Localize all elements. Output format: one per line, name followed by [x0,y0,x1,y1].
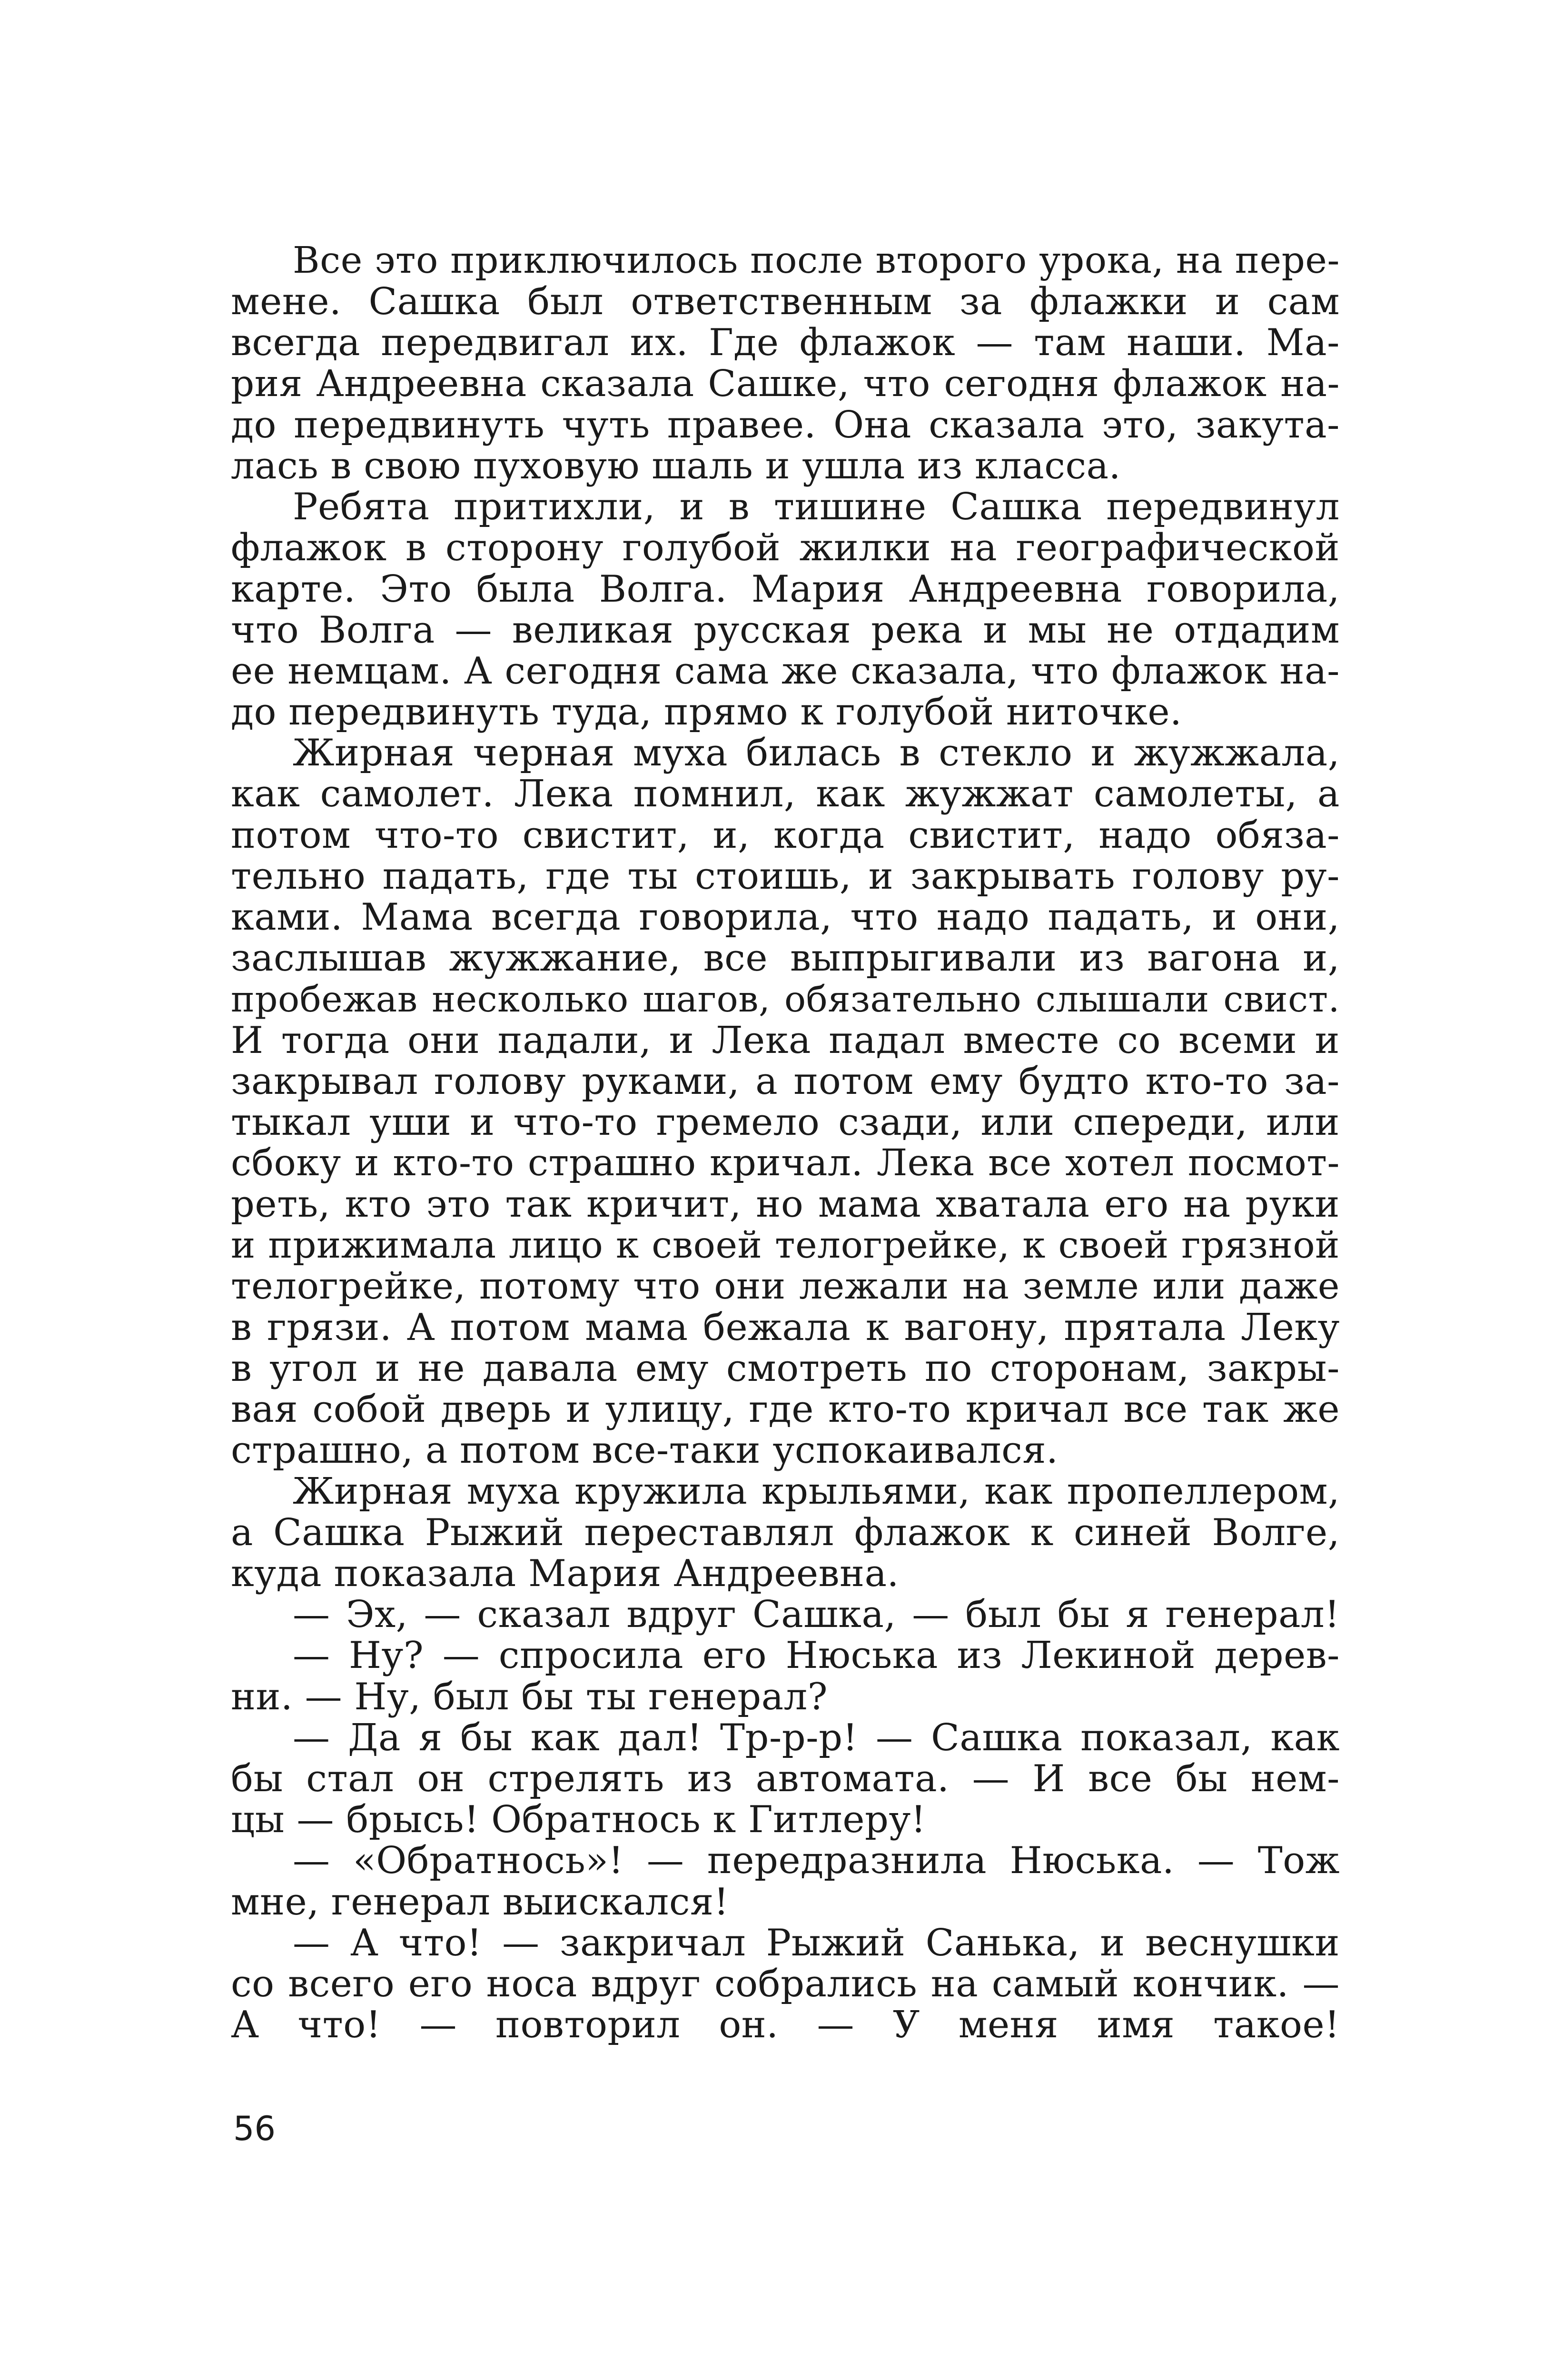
text-line: реть, кто это так кричит, но мама хватала его на руки [231,1183,1340,1226]
text-line: бы стал он стрелять из автомата. — И все бы нем- [231,1757,1340,1800]
text-line: страшно, а потом все-таки успокаивался. [231,1429,1058,1472]
text-line: флажок в сторону голубой жилки на географической [231,526,1340,570]
text-line: цы — брысь! Обратнось к Гитлеру! [231,1798,926,1842]
text-line: как самолет. Лека помнил, как жужжат самолеты, а [231,773,1340,816]
body-text [231,240,1340,2045]
text-line: тельно падать, где ты стоишь, и закрывать голову ру- [231,854,1340,898]
text-line: лась в свою пуховую шаль и ушла из класса. [231,444,1121,487]
text-line: карте. Это была Волга. Мария Андреевна говорила, [231,567,1340,611]
text-line: всегда передвигал их. Где флажок — там наши. Ма- [231,321,1340,365]
text-line: Ребята притихли, и в тишине Сашка передвинул [293,486,1340,529]
text-line: сбоку и кто-то страшно кричал. Лека все хотел посмот- [231,1142,1340,1185]
text-line: — «Обратнось»! — передразнила Нюська. — Тож [293,1839,1340,1883]
text-line: что Волга — великая русская река и мы не отдадим [231,608,1340,652]
text-line: и прижимала лицо к своей телогрейке, к своей грязной [231,1224,1340,1267]
text-line: закрывал голову руками, а потом ему будто кто-то за- [231,1060,1340,1103]
text-line: ками. Мама всегда говорила, что надо падать, и они, [231,896,1340,939]
text-line: рия Андреевна сказала Сашке, что сегодня флажок на- [231,362,1340,405]
page-number: 56 [233,2109,276,2148]
text-line: мне, генерал выискался! [231,1880,729,1924]
text-line: Жирная муха кружила крыльями, как пропеллером, [293,1470,1340,1513]
text-line: Все это приключилось после второго урока, на пере- [293,239,1340,282]
text-line: И тогда они падали, и Лека падал вместе со всеми и [231,1019,1340,1062]
text-line: — Ну? — спросила его Нюська из Лекиной дерев- [293,1634,1340,1677]
text-line: ни. — Ну, был бы ты генерал? [231,1675,828,1718]
text-line: а Сашка Рыжий переставлял флажок к синей Волге, [231,1511,1340,1554]
text-line: в грязи. А потом мама бежала к вагону, прятала Леку [231,1306,1340,1349]
text-line: — А что! — закричал Рыжий Санька, и веснушки [293,1921,1340,1964]
text-line: А что! — повторил он. — У меня имя такое! [231,2003,1340,2047]
text-line: пробежав несколько шагов, обязательно слышали свист. [231,978,1340,1021]
text-line: — Эх, — сказал вдруг Сашка, — был бы я генерал! [293,1593,1340,1636]
text-line: ее немцам. А сегодня сама же сказала, что флажок на- [231,649,1340,693]
text-line: до передвинуть чуть правее. Она сказала это, закута- [231,403,1340,446]
text-line: заслышав жужжание, все выпрыгивали из вагона и, [231,937,1340,980]
text-line: вая собой дверь и улицу, где кто-то кричал все так же [231,1388,1340,1431]
text-line: телогрейке, потому что они лежали на земле или даже [231,1265,1340,1308]
text-line: потом что-то свистит, и, когда свистит, надо обяза- [231,813,1340,857]
text-line: до передвинуть туда, прямо к голубой ниточке. [231,691,1182,734]
text-line: куда показала Мария Андреевна. [231,1552,899,1595]
text-line: тыкал уши и что-то гремело сзади, или спереди, или [231,1101,1340,1144]
text-line: со всего его носа вдруг собрались на самый кончик. — [231,1962,1340,2005]
text-line: в угол и не давала ему смотреть по сторонам, закры- [231,1347,1340,1390]
text-line: — Да я бы как дал! Тр-р-р! — Сашка показал, как [293,1716,1340,1759]
text-line: мене. Сашка был ответственным за флажки и сам [231,280,1340,324]
text-line: Жирная черная муха билась в стекло и жужжала, [293,732,1340,775]
